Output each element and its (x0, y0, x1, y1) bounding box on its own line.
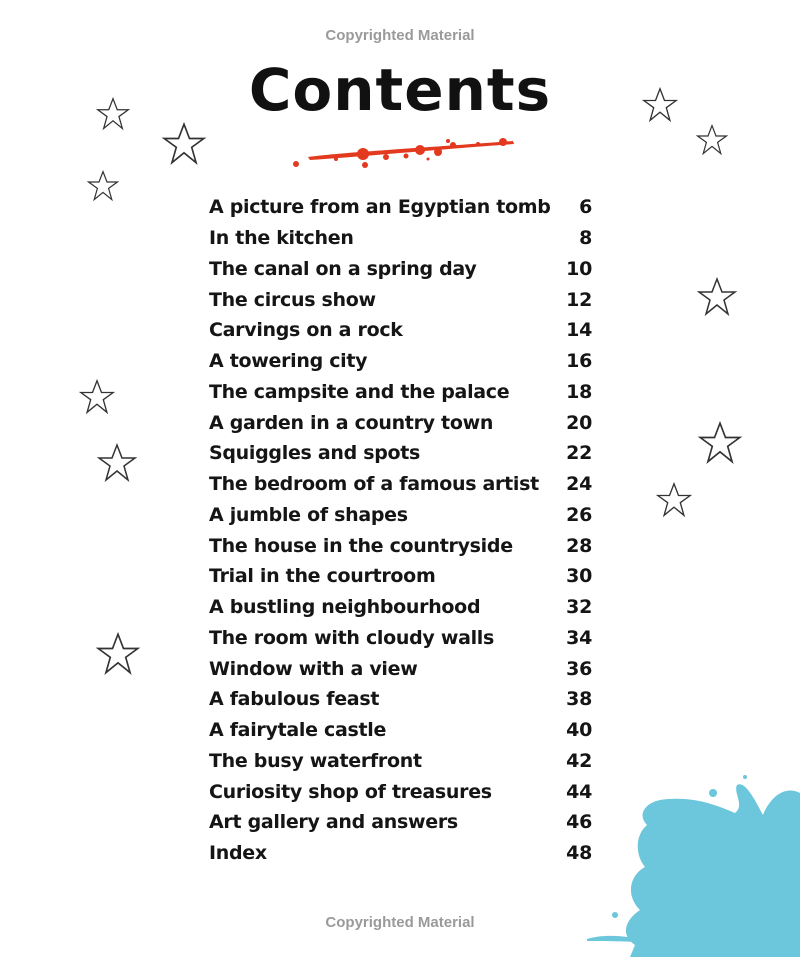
toc-entry (209, 346, 592, 377)
star-icon (642, 87, 678, 123)
toc-entry (209, 407, 592, 438)
star-icon (161, 122, 207, 166)
toc-entry-title: The house in the countryside (209, 534, 513, 557)
toc-entry (209, 623, 592, 654)
toc-entry (209, 561, 592, 592)
toc-entry (209, 715, 592, 746)
toc-entry (209, 284, 592, 315)
toc-entry (209, 653, 592, 684)
toc-entry (209, 192, 592, 223)
toc-entry (209, 254, 592, 285)
toc-entry-page: 46 (566, 811, 592, 834)
star-icon (87, 170, 119, 202)
toc-entry-title: Trial in the courtroom (209, 565, 436, 588)
toc-entry-page: 42 (566, 749, 592, 772)
toc-entry-page: 12 (566, 288, 592, 311)
page-title: Contents (248, 56, 552, 124)
toc-entry (209, 838, 592, 869)
toc-entry-page: 22 (566, 442, 592, 465)
toc-entry-page: 34 (566, 626, 592, 649)
toc-entry-title: A garden in a country town (209, 411, 494, 434)
toc-entry-page: 20 (566, 411, 592, 434)
toc-entry-title: Art gallery and answers (209, 811, 458, 834)
toc-entry-page: 28 (566, 534, 592, 557)
toc-entry-page: 38 (566, 688, 592, 711)
toc-entry (209, 377, 592, 408)
table-of-contents (209, 192, 592, 869)
toc-entry-title: A fairytale castle (209, 719, 387, 742)
toc-entry (209, 500, 592, 531)
toc-entry-title: Squiggles and spots (209, 442, 421, 465)
toc-entry-title: Curiosity shop of treasures (209, 780, 492, 803)
star-icon (697, 421, 743, 465)
toc-entry-page: 14 (566, 319, 592, 342)
toc-entry-page: 6 (579, 196, 592, 219)
toc-entry (209, 223, 592, 254)
toc-entry-page: 36 (566, 657, 592, 680)
toc-entry-page: 10 (566, 257, 592, 280)
star-icon (97, 443, 137, 483)
toc-entry-page: 18 (566, 380, 592, 403)
toc-entry (209, 438, 592, 469)
toc-entry-title: The campsite and the palace (209, 380, 510, 403)
toc-entry (209, 592, 592, 623)
toc-entry-title: The circus show (209, 288, 376, 311)
toc-entry-page: 16 (566, 350, 592, 373)
star-icon (95, 632, 141, 676)
star-icon (697, 277, 737, 317)
toc-entry-title: Index (209, 842, 267, 865)
toc-entry-page: 40 (566, 719, 592, 742)
toc-entry-title: The canal on a spring day (209, 257, 477, 280)
toc-entry-title: The bedroom of a famous artist (209, 473, 539, 496)
copyright-header: Copyrighted Material (325, 27, 475, 44)
copyright-footer: Copyrighted Material (325, 914, 475, 931)
toc-entry-page: 44 (566, 780, 592, 803)
star-icon (96, 97, 130, 131)
toc-entry-title: A fabulous feast (209, 688, 380, 711)
toc-entry-title: The busy waterfront (209, 749, 422, 772)
toc-entry-title: Window with a view (209, 657, 418, 680)
toc-entry-title: A bustling neighbourhood (209, 596, 481, 619)
star-icon (79, 379, 115, 415)
star-icon (656, 482, 692, 518)
toc-entry-title: A picture from an Egyptian tomb (209, 196, 551, 219)
toc-entry (209, 315, 592, 346)
toc-entry (209, 807, 592, 838)
toc-entry-title: A jumble of shapes (209, 503, 408, 526)
toc-entry-page: 24 (566, 473, 592, 496)
toc-entry-page: 26 (566, 503, 592, 526)
star-icon (696, 124, 728, 156)
toc-entry (209, 776, 592, 807)
toc-entry (209, 530, 592, 561)
toc-entry (209, 469, 592, 500)
toc-entry-page: 32 (566, 596, 592, 619)
toc-entry-page: 30 (566, 565, 592, 588)
toc-entry-title: A towering city (209, 350, 368, 373)
toc-entry (209, 684, 592, 715)
toc-entry-title: Carvings on a rock (209, 319, 403, 342)
toc-entry (209, 746, 592, 777)
toc-entry-title: The room with cloudy walls (209, 626, 495, 649)
toc-entry-page: 8 (579, 227, 592, 250)
toc-entry-title: In the kitchen (209, 227, 354, 250)
paint-splatter-decoration (288, 135, 518, 171)
toc-entry-page: 48 (566, 842, 592, 865)
